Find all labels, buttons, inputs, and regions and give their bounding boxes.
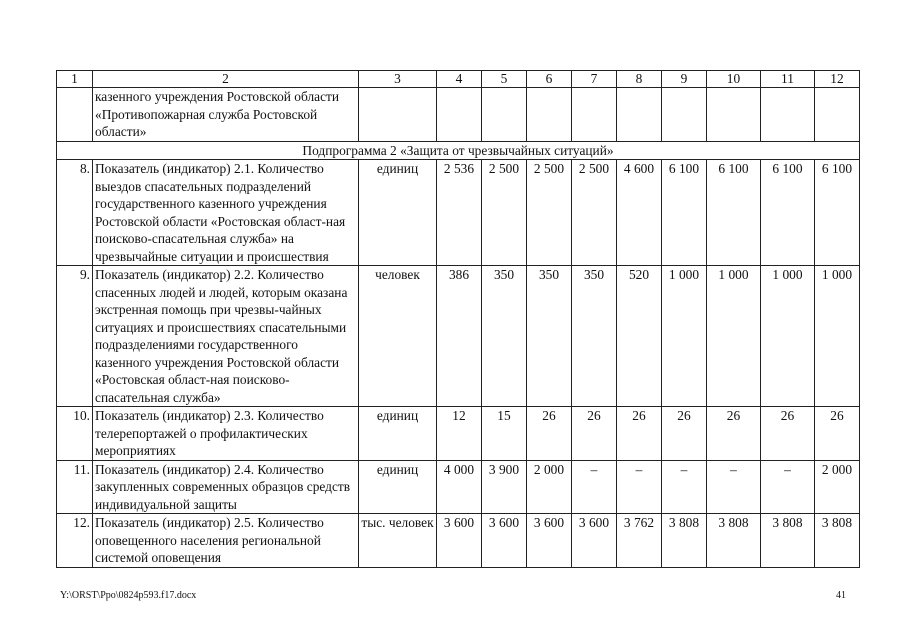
indicators-table (56, 70, 860, 568)
document-path: Y:\ORST\Ppo\0824p593.f17.docx (60, 590, 197, 601)
indicator-rows (57, 160, 860, 568)
value-cell: 2 500 (572, 160, 617, 266)
table-row (57, 407, 860, 461)
value-cell: 3 808 (662, 514, 707, 568)
value-cell: 26 (761, 407, 815, 461)
header-cell: 9 (662, 71, 707, 88)
header-cell: 12 (815, 71, 860, 88)
unit-cell: единиц (359, 407, 437, 461)
unit-cell: тыс. человек (359, 514, 437, 568)
indicator-name: Показатель (индикатор) 2.3. Количество телерепортажей о профилактических мероприятиях (93, 407, 359, 461)
indicator-name: Показатель (индикатор) 2.5. Количество оповещенного населения региональной системой оповещения (93, 514, 359, 568)
subprogram-row (57, 141, 860, 160)
header-cell: 2 (93, 71, 359, 88)
value-cell: 350 (482, 266, 527, 407)
value-cell: 4 600 (617, 160, 662, 266)
row-number: 12. (57, 514, 93, 568)
subprogram-title: Подпрограмма 2 «Защита от чрезвычайных ситуаций» (57, 141, 860, 160)
value-cell: – (761, 460, 815, 514)
value-cell: – (617, 460, 662, 514)
value-cell: 520 (617, 266, 662, 407)
value-cell: 2 500 (527, 160, 572, 266)
unit-cell: единиц (359, 160, 437, 266)
page-number: 41 (836, 590, 846, 601)
value-cell: 3 808 (761, 514, 815, 568)
header-cell: 8 (617, 71, 662, 88)
header-cell: 1 (57, 71, 93, 88)
value-cell: 1 000 (662, 266, 707, 407)
row-number: 9. (57, 266, 93, 407)
table-row (57, 266, 860, 407)
value-cell: 4 000 (437, 460, 482, 514)
header-cell: 10 (707, 71, 761, 88)
header-cell: 3 (359, 71, 437, 88)
value-cell: 3 808 (707, 514, 761, 568)
value-cell: 3 600 (527, 514, 572, 568)
value-cell: – (707, 460, 761, 514)
value-cell: 350 (572, 266, 617, 407)
value-cell: 350 (527, 266, 572, 407)
value-cell: 15 (482, 407, 527, 461)
value-cell: 3 600 (572, 514, 617, 568)
value-cell: 1 000 (707, 266, 761, 407)
header-cell: 4 (437, 71, 482, 88)
value-cell: 386 (437, 266, 482, 407)
value-cell: 6 100 (761, 160, 815, 266)
table-row (57, 460, 860, 514)
value-cell: 2 000 (527, 460, 572, 514)
header-cell: 6 (527, 71, 572, 88)
value-cell: 6 100 (707, 160, 761, 266)
continuation-row (57, 88, 860, 142)
value-cell: 6 100 (662, 160, 707, 266)
table-row (57, 160, 860, 266)
value-cell: 2 536 (437, 160, 482, 266)
indicator-name: Показатель (индикатор) 2.4. Количество закупленных современных образцов средств индивидуальной защиты (93, 460, 359, 514)
column-number-row (57, 71, 860, 88)
value-cell: 26 (815, 407, 860, 461)
value-cell: 3 900 (482, 460, 527, 514)
value-cell: 2 500 (482, 160, 527, 266)
value-cell: 26 (662, 407, 707, 461)
value-cell: 26 (707, 407, 761, 461)
row-number: 11. (57, 460, 93, 514)
continuation-text: казенного учреждения Ростовской области «Противопожарная служба Ростовской области» (93, 88, 359, 142)
value-cell: 6 100 (815, 160, 860, 266)
value-cell: 26 (617, 407, 662, 461)
value-cell: 3 600 (437, 514, 482, 568)
value-cell: 1 000 (761, 266, 815, 407)
value-cell: 26 (527, 407, 572, 461)
value-cell: 3 762 (617, 514, 662, 568)
value-cell: 12 (437, 407, 482, 461)
value-cell: 26 (572, 407, 617, 461)
indicator-name: Показатель (индикатор) 2.2. Количество спасенных людей и людей, которым оказана экстренная помощь при чрезвы-чайных ситуациях и происшествиях спасательными подразделениями государственного казенного учреждения Ростовской области «Ростовская област-ная поисково-спасательная служба» (93, 266, 359, 407)
header-cell: 11 (761, 71, 815, 88)
row-number: 10. (57, 407, 93, 461)
header-cell: 7 (572, 71, 617, 88)
indicator-name: Показатель (индикатор) 2.1. Количество выездов спасательных подразделений государственного казенного учреждения Ростовской области «Ростовская област-ная поисково-спасательная служба» на чрезвычайные ситуации и происшествия (93, 160, 359, 266)
row-number: 8. (57, 160, 93, 266)
table-row (57, 514, 860, 568)
header-cell: 5 (482, 71, 527, 88)
value-cell: – (572, 460, 617, 514)
unit-cell: единиц (359, 460, 437, 514)
value-cell: 3 808 (815, 514, 860, 568)
value-cell: 1 000 (815, 266, 860, 407)
unit-cell: человек (359, 266, 437, 407)
value-cell: 3 600 (482, 514, 527, 568)
value-cell: – (662, 460, 707, 514)
value-cell: 2 000 (815, 460, 860, 514)
